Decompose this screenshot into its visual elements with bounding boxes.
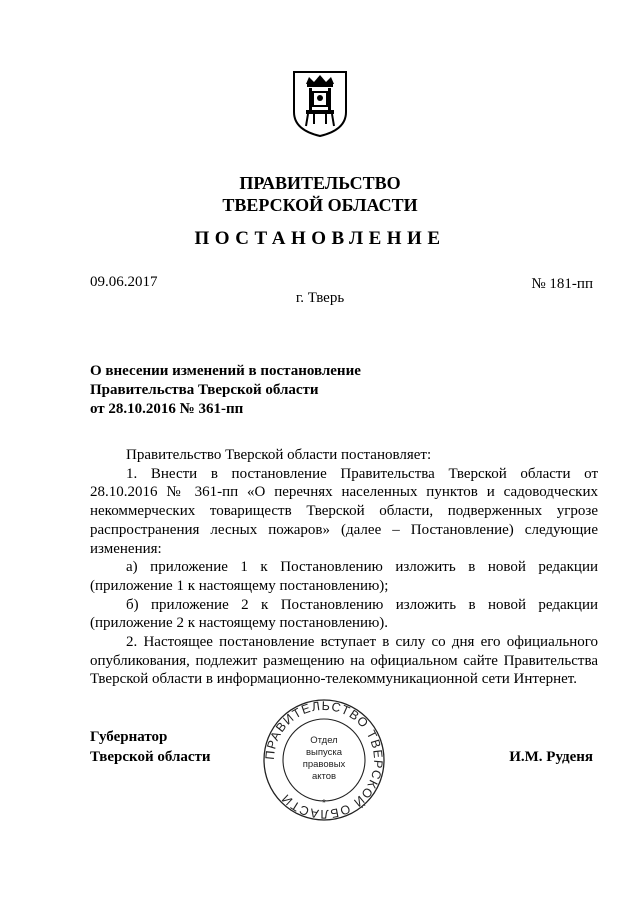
document-type: ПОСТАНОВЛЕНИЕ: [194, 228, 446, 249]
signatory-title-line2: Тверской области: [90, 749, 211, 765]
stamp-line4: актов: [311, 771, 337, 782]
stamp-line1: Отдел: [310, 735, 338, 746]
official-stamp: [262, 698, 386, 822]
signatory-name: И.М. Руденя: [509, 749, 593, 765]
stamp-line3: правовых: [302, 759, 346, 770]
org-title-line1: ПРАВИТЕЛЬСТВО: [239, 173, 401, 193]
body-paragraph-1a: а) приложение 1 к Постановлению изложить в новой редакции (приложение 1 к настоящему постановлению);: [90, 559, 598, 594]
org-title-line2: ТВЕРСКОЙ ОБЛАСТИ: [222, 195, 418, 215]
document-date: 09.06.2017: [90, 274, 158, 290]
stamp-line2: выпуска: [305, 747, 343, 758]
subject-line2: Правительства Тверской области: [90, 382, 319, 398]
signatory-title-line1: Губернатор: [90, 729, 168, 745]
stamp-ring-text: ПРАВИТЕЛЬСТВО ТВЕРСКОЙ ОБЛАСТИ: [262, 698, 386, 822]
document-subject: [90, 362, 361, 419]
body-intro: Правительство Тверской области постановляет:: [126, 447, 432, 463]
stamp-star: *: [322, 798, 326, 809]
subject-line3: от 28.10.2016 № 361-пп: [90, 401, 244, 417]
body-paragraph-1: 1. Внести в постановление Правительства Тверской области от 28.10.2016 № 361-пп «О перечнях населенных пунктов и садоводческих некоммерческих товариществ Тверской области, подверженных угрозе распространения лесных пожаров» (далее – Постановление) следующие изменения:: [90, 465, 598, 557]
body-paragraph-2: 2. Настоящее постановление вступает в силу со дня его официального опубликования, подлежит размещению на официальном сайте Правительства Тверской области в информационно-телекоммуникационной сети Интернет.: [90, 634, 598, 688]
document-number: № 181-пп: [531, 276, 593, 292]
signatory-title: [90, 727, 211, 767]
body-paragraph-1b: б) приложение 2 к Постановлению изложить в новой редакции (приложение 2 к настоящему постановлению).: [90, 596, 598, 632]
subject-line1: О внесении изменений в постановление: [90, 363, 361, 379]
document-body: [90, 446, 598, 689]
tver-coat-of-arms-icon: [292, 70, 348, 138]
document-city: г. Тверь: [295, 290, 345, 306]
